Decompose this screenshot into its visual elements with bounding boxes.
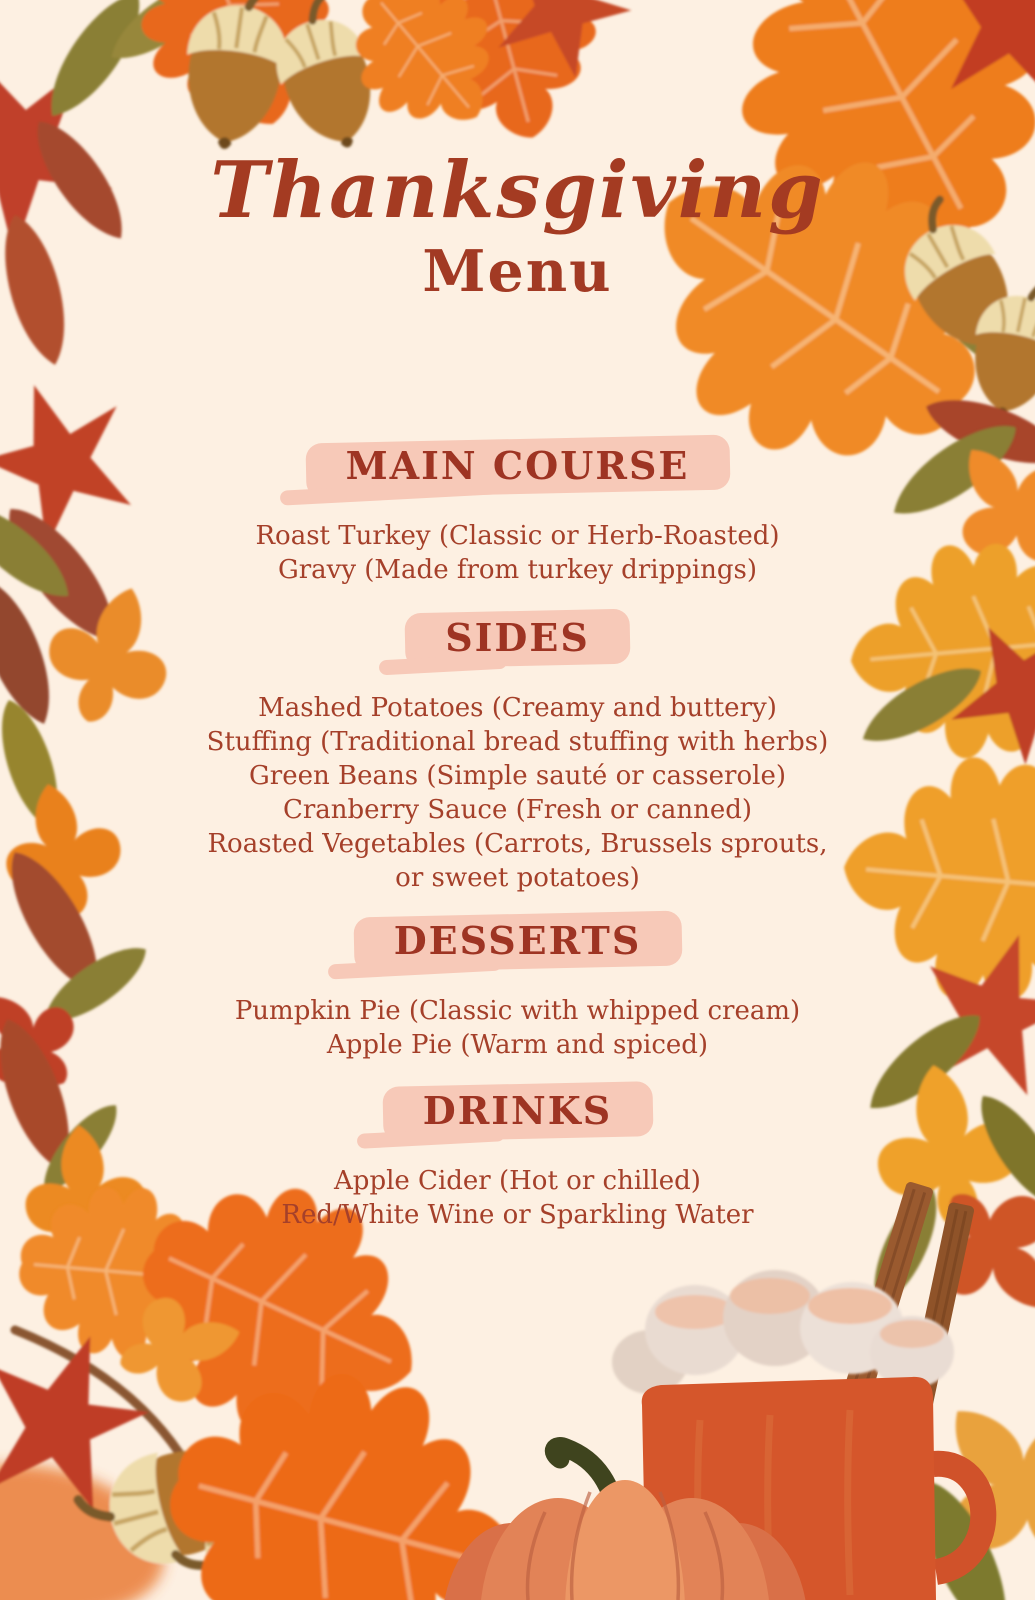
menu-item: Roasted Vegetables (Carrots, Brussels sprouts, or sweet potatoes)	[207, 829, 828, 893]
section-desserts	[0, 909, 1035, 1062]
menu-item: Red/White Wine or Sparkling Water	[281, 1200, 754, 1230]
drinks-items	[193, 1164, 843, 1232]
menu-item: Stuffing (Traditional bread stuffing with herbs)	[206, 727, 829, 757]
menu-item: Apple Pie (Warm and spiced)	[326, 1030, 709, 1060]
sides-items	[193, 691, 843, 895]
menu-item: Green Beans (Simple sauté or casserole)	[249, 761, 786, 791]
poster-title: Thanksgiving	[210, 145, 825, 236]
drinks-heading: DRINKS	[393, 1079, 643, 1142]
menu-item: Pumpkin Pie (Classic with whipped cream)	[234, 996, 801, 1026]
menu-item: Cranberry Sauce (Fresh or canned)	[282, 795, 753, 825]
sides-heading: SIDES	[415, 606, 620, 669]
section-sides	[0, 606, 1035, 895]
desserts-items	[193, 994, 843, 1062]
section-main-course	[0, 434, 1035, 587]
menu-item: Gravy (Made from turkey drippings)	[277, 555, 758, 585]
main-course-items	[193, 519, 843, 587]
menu-item: Apple Cider (Hot or chilled)	[334, 1166, 701, 1196]
section-drinks	[0, 1079, 1035, 1232]
title-block	[0, 146, 1035, 305]
main-course-heading: MAIN COURSE	[316, 434, 720, 497]
desserts-heading: DESSERTS	[364, 909, 672, 972]
menu-item: Mashed Potatoes (Creamy and buttery)	[258, 693, 777, 723]
poster-subtitle: Menu	[422, 237, 613, 305]
menu-item: Roast Turkey (Classic or Herb-Roasted)	[255, 521, 780, 551]
